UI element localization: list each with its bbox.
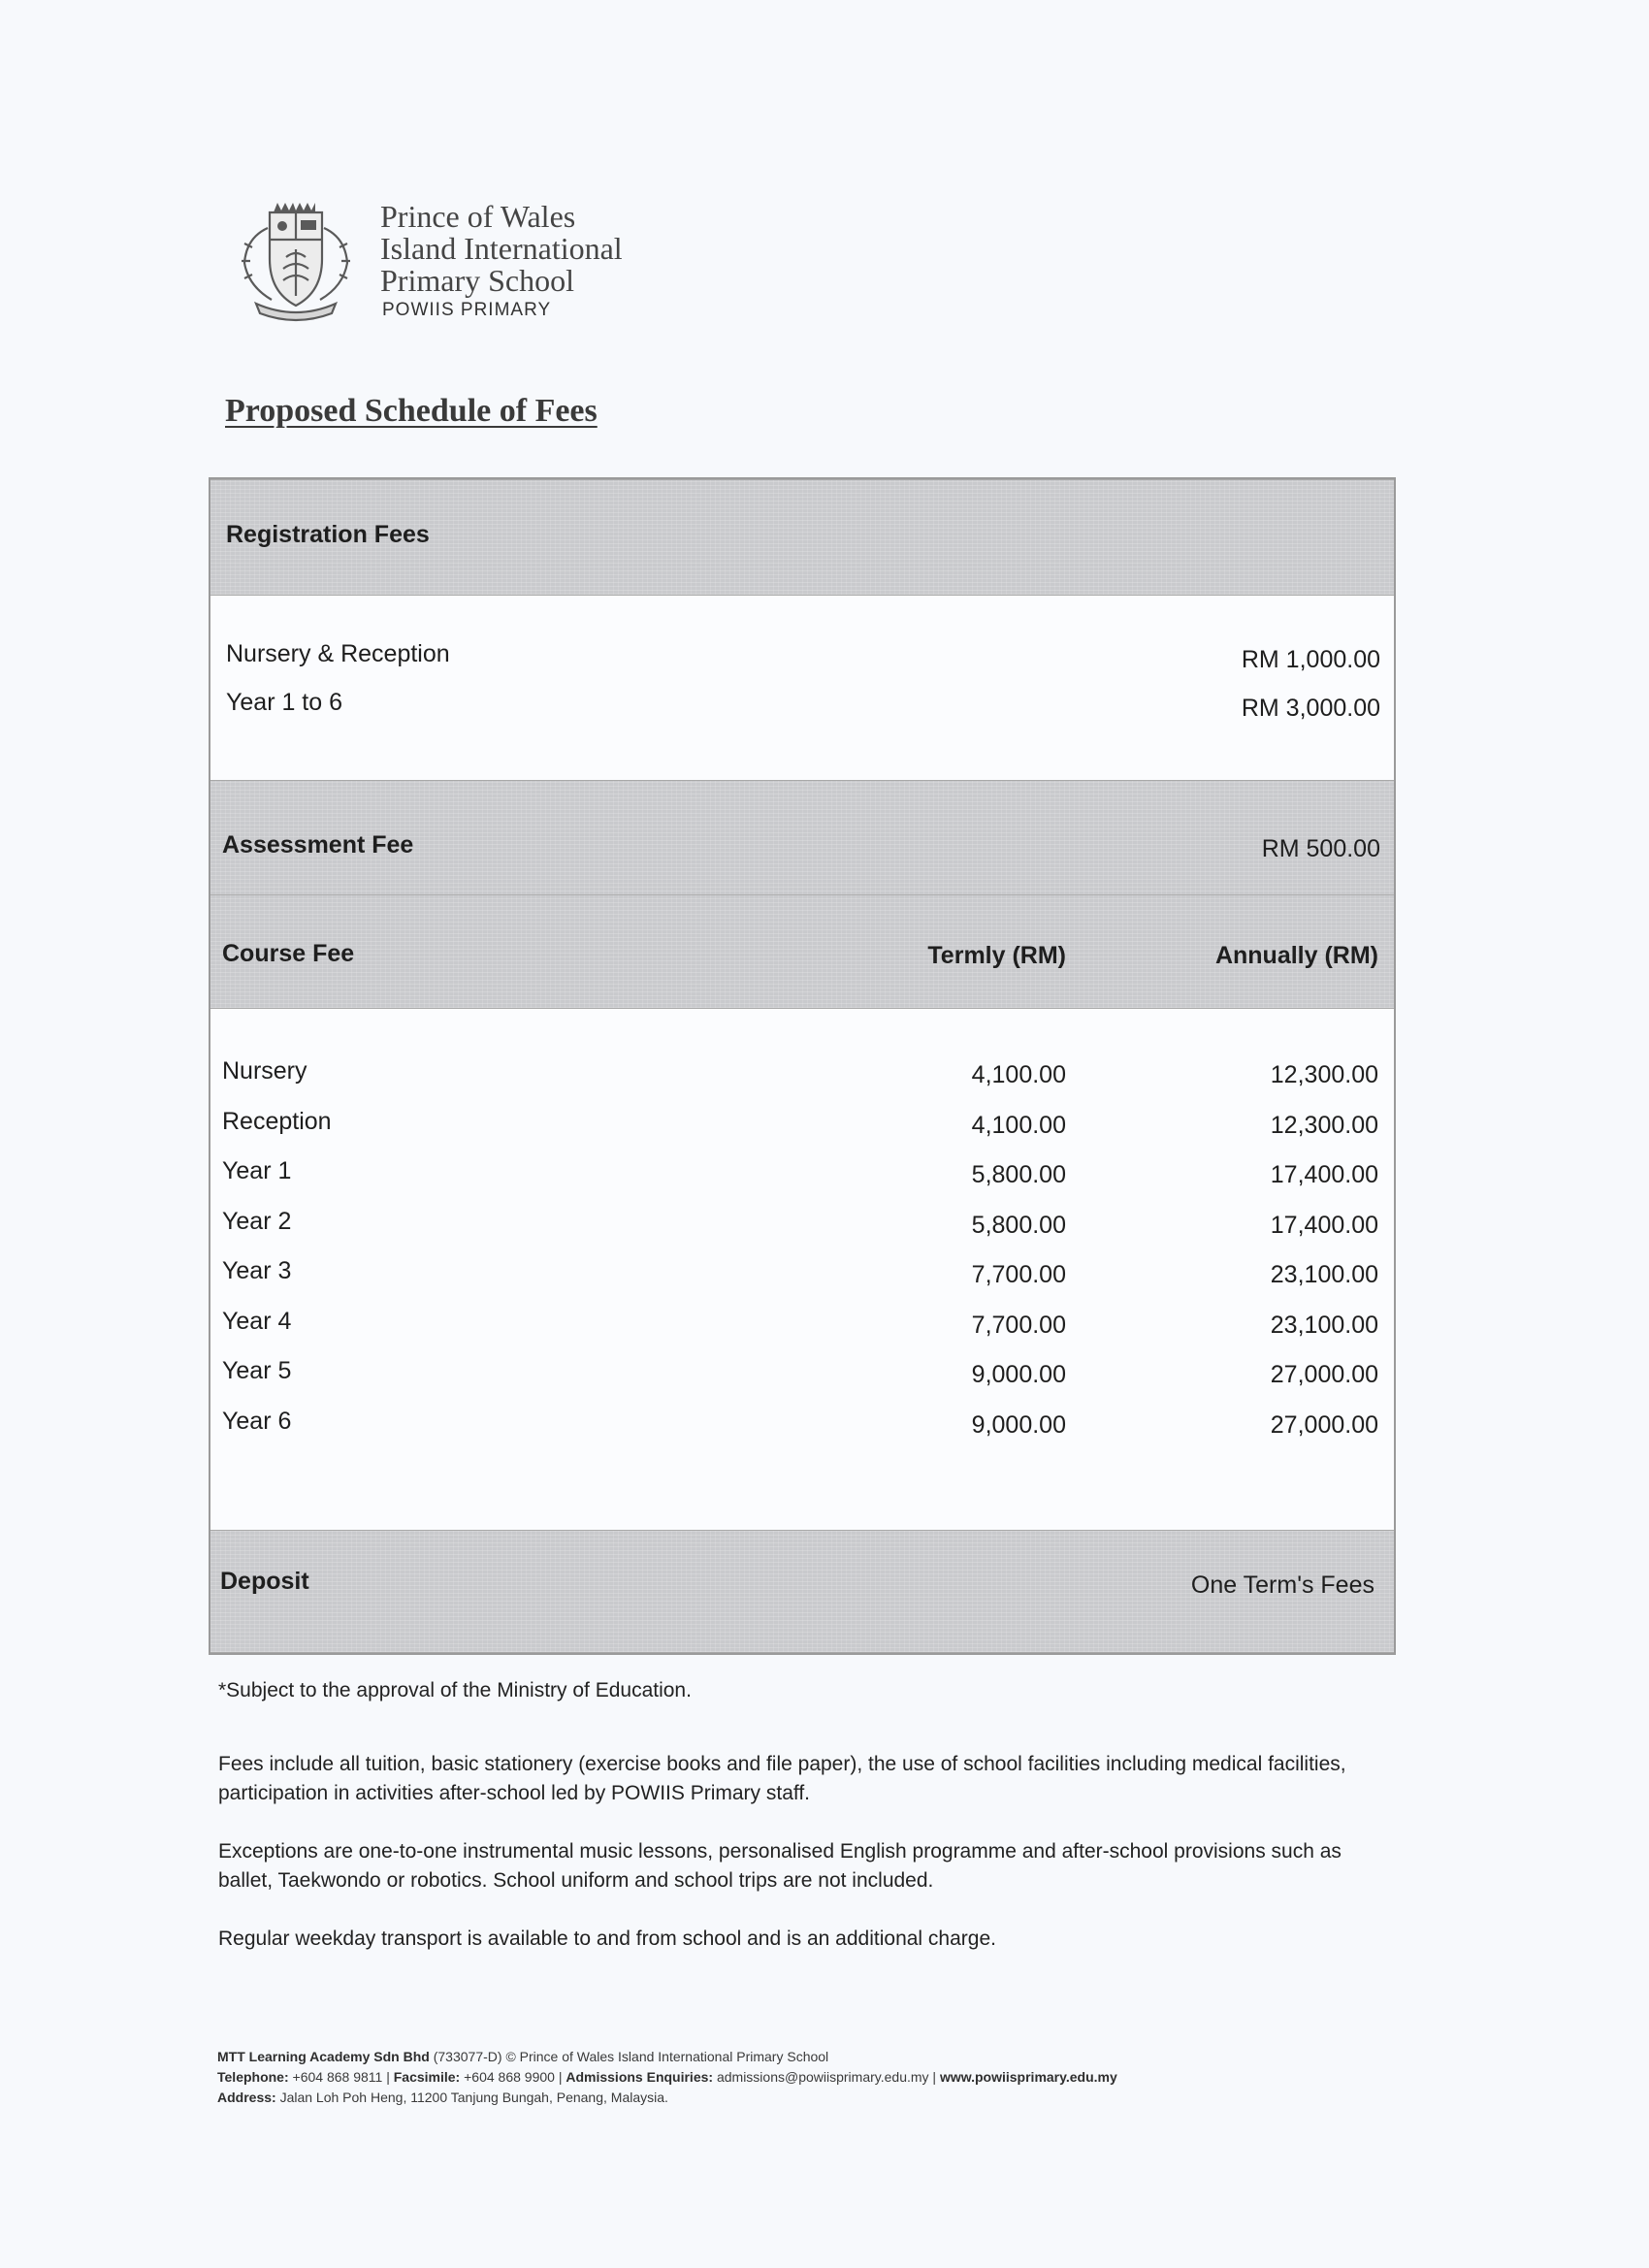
annual-fee: 17,400.00 <box>1270 1161 1378 1188</box>
assessment-row <box>210 780 1394 896</box>
footer-contact-line <box>217 2067 1381 2088</box>
address-label: Address: <box>217 2090 276 2105</box>
course-level: Year 6 <box>222 1408 292 1435</box>
exceptions-note: Exceptions are one-to-one instrumental music lessons, personalised English programme and after-school provisions such as ballet, Taekwondo or robotics. School uniform and school trips are not included. <box>218 1840 1342 1892</box>
annual-fee: 23,100.00 <box>1270 1312 1378 1339</box>
termly-fee: 7,700.00 <box>971 1261 1066 1288</box>
school-name-line-2: Island International <box>380 231 623 266</box>
school-short-name: POWIIS PRIMARY <box>382 300 552 320</box>
termly-fee: 4,100.00 <box>971 1112 1066 1139</box>
approval-note: *Subject to the approval of the Ministry of Education. <box>218 1679 692 1701</box>
school-crest-icon <box>233 199 359 325</box>
school-name-line-1: Prince of Wales <box>380 199 576 234</box>
inclusions-note: Fees include all tuition, basic stationery (exercise books and file paper), the use of school facilities including medical facilities, participation in activities after-school led by POWIIS Primary staff. <box>218 1753 1346 1804</box>
transport-note: Regular weekday transport is available to and from school and is an additional charge. <box>218 1928 996 1950</box>
table-row <box>210 1208 1394 1247</box>
termly-fee: 7,700.00 <box>971 1312 1066 1339</box>
assessment-amount: RM 500.00 <box>1261 835 1380 862</box>
school-logo <box>233 199 660 325</box>
company-name: MTT Learning Academy Sdn Bhd <box>217 2049 430 2064</box>
course-level: Nursery <box>222 1057 307 1085</box>
registration-rows <box>210 594 1394 780</box>
registration-label: Year 1 to 6 <box>226 689 343 716</box>
separator: | <box>932 2069 937 2085</box>
assessment-heading: Assessment Fee <box>222 831 414 859</box>
course-level: Year 5 <box>222 1357 292 1384</box>
annual-fee: 12,300.00 <box>1270 1061 1378 1088</box>
table-row <box>210 1257 1394 1296</box>
course-level: Year 3 <box>222 1257 292 1284</box>
registration-label: Nursery & Reception <box>226 640 450 667</box>
table-row <box>210 1157 1394 1196</box>
company-registration: (733077-D) © Prince of Wales Island International Primary School <box>433 2049 829 2064</box>
table-row <box>210 1408 1394 1446</box>
page-footer <box>217 2047 1381 2108</box>
termly-fee: 9,000.00 <box>971 1411 1066 1439</box>
registration-amount: RM 1,000.00 <box>1241 646 1380 673</box>
course-level: Year 4 <box>222 1308 292 1335</box>
deposit-heading: Deposit <box>220 1568 309 1595</box>
course-fee-heading: Course Fee <box>222 940 355 967</box>
termly-fee: 5,800.00 <box>971 1161 1066 1188</box>
telephone-label: Telephone: <box>217 2069 289 2085</box>
course-level: Year 1 <box>222 1157 292 1184</box>
school-name <box>380 201 623 297</box>
facsimile-number: +604 868 9900 <box>464 2069 555 2085</box>
website-link: www.powiisprimary.edu.my <box>939 2069 1117 2085</box>
deposit-row <box>210 1530 1394 1653</box>
annual-fee: 27,000.00 <box>1270 1361 1378 1388</box>
course-level: Reception <box>222 1108 332 1135</box>
school-name-line-3: Primary School <box>380 263 574 298</box>
fee-table <box>209 477 1396 1655</box>
course-level: Year 2 <box>222 1208 292 1235</box>
deposit-value: One Term's Fees <box>1190 1571 1374 1599</box>
termly-fee: 4,100.00 <box>971 1061 1066 1088</box>
table-row <box>210 689 1394 728</box>
table-row <box>210 1108 1394 1147</box>
termly-fee: 5,800.00 <box>971 1212 1066 1239</box>
column-header-annually: Annually (RM) <box>1214 942 1378 969</box>
table-row <box>210 1308 1394 1346</box>
document-title: Proposed Schedule of Fees <box>225 393 598 429</box>
table-row <box>210 1057 1394 1096</box>
annual-fee: 12,300.00 <box>1270 1112 1378 1139</box>
annual-fee: 23,100.00 <box>1270 1261 1378 1288</box>
registration-heading: Registration Fees <box>226 521 430 548</box>
table-row <box>210 1357 1394 1396</box>
registration-header <box>210 479 1394 596</box>
table-row <box>210 640 1394 679</box>
course-fee-rows <box>210 1007 1394 1530</box>
footer-company-line <box>217 2047 1381 2067</box>
facsimile-label: Facsimile: <box>393 2069 461 2085</box>
address-text: Jalan Loh Poh Heng, 11200 Tanjung Bungah, Penang, Malaysia. <box>279 2090 668 2105</box>
enquiries-email: admissions@powiisprimary.edu.my <box>716 2069 929 2085</box>
annual-fee: 27,000.00 <box>1270 1411 1378 1439</box>
telephone-number: +604 868 9811 <box>292 2069 383 2085</box>
column-header-termly: Termly (RM) <box>927 942 1066 969</box>
footer-address-line <box>217 2088 1381 2108</box>
registration-amount: RM 3,000.00 <box>1241 695 1380 722</box>
annual-fee: 17,400.00 <box>1270 1212 1378 1239</box>
separator: | <box>558 2069 563 2085</box>
termly-fee: 9,000.00 <box>971 1361 1066 1388</box>
enquiries-label: Admissions Enquiries: <box>566 2069 714 2085</box>
separator: | <box>386 2069 390 2085</box>
course-fee-header <box>210 894 1394 1009</box>
